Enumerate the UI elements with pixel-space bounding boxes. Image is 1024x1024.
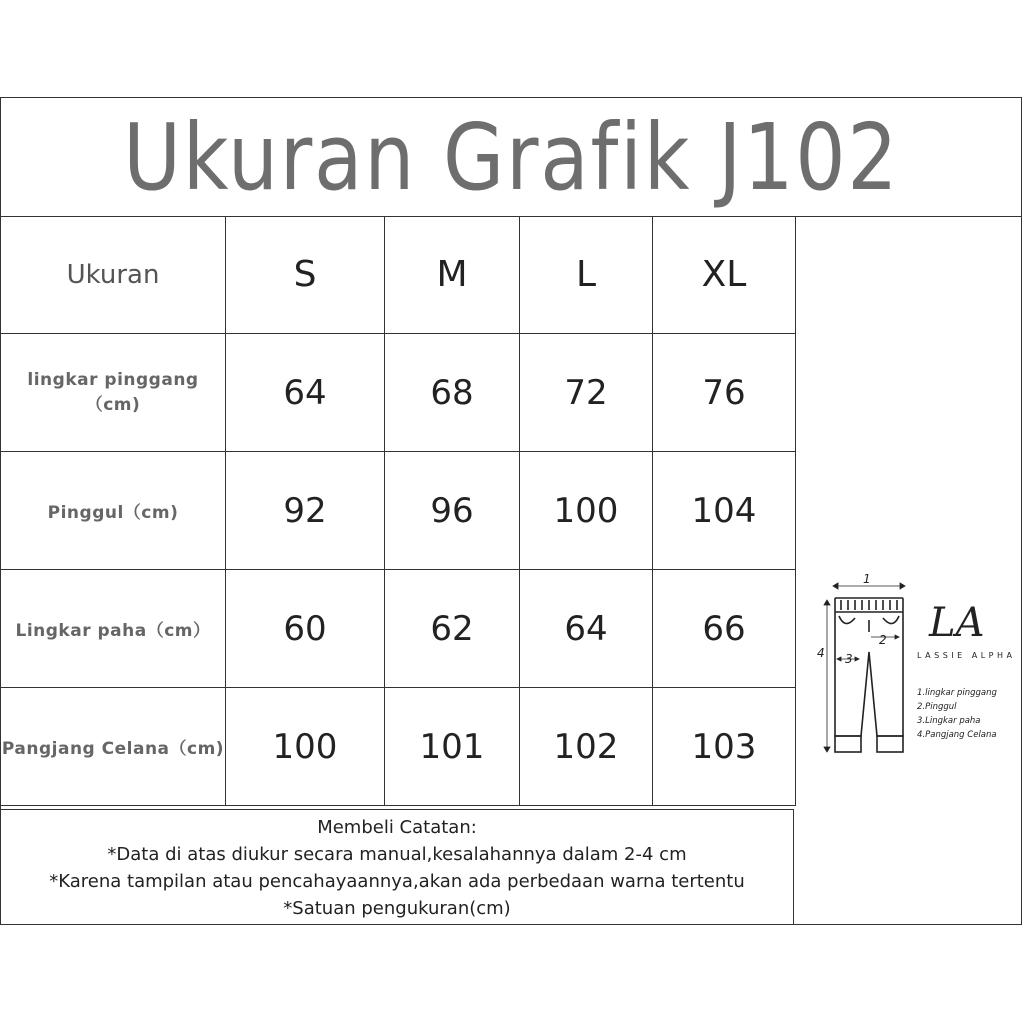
note-line: *Satuan pengukuran(cm) — [283, 897, 511, 919]
note-line: *Data di atas diukur secara manual,kesalahannya dalam 2-4 cm — [107, 843, 687, 865]
value-cell — [520, 688, 653, 806]
value: 68 — [430, 372, 474, 413]
brand-logo-mark: LA — [929, 600, 985, 646]
value: 96 — [430, 490, 474, 531]
value-cell — [653, 570, 796, 688]
size-cell — [385, 216, 520, 334]
table-header-row — [1, 216, 796, 334]
value-cell — [520, 452, 653, 570]
value: 100 — [553, 490, 619, 531]
value-cell — [385, 570, 520, 688]
value: 64 — [283, 372, 327, 413]
value-cell — [653, 334, 796, 452]
row-label-cell — [1, 452, 226, 570]
size-cell — [653, 216, 796, 334]
value: 72 — [564, 372, 608, 413]
marker-3: 3 — [845, 652, 853, 666]
notes-heading: Membeli Catatan: — [317, 816, 477, 838]
row-label: Pinggul（cm) — [47, 503, 179, 523]
row-label: lingkar pinggang（cm) — [27, 370, 199, 415]
size-s-label: S — [293, 254, 317, 295]
value: 62 — [430, 608, 474, 649]
value: 60 — [283, 608, 327, 649]
value-cell — [653, 452, 796, 570]
legend-item: 4.Pangjang Celana — [917, 730, 997, 740]
size-table — [1, 216, 796, 806]
value-cell — [226, 688, 385, 806]
measure-arrows — [824, 583, 905, 752]
marker-1: 1 — [863, 572, 871, 586]
diagram-panel — [795, 216, 1021, 925]
value: 64 — [564, 608, 608, 649]
pants-diagram — [795, 216, 1021, 925]
row-label: Lingkar paha（cm） — [15, 621, 211, 641]
value: 102 — [553, 726, 619, 767]
marker-4: 4 — [817, 646, 825, 660]
size-xl-label: XL — [701, 254, 747, 295]
value-cell — [385, 334, 520, 452]
value-cell — [385, 452, 520, 570]
legend-item: 1.lingkar pinggang — [917, 688, 997, 698]
value-cell — [520, 334, 653, 452]
size-l-label: L — [575, 254, 597, 295]
page-title: Ukuran Grafik J102 — [122, 103, 900, 211]
notes-section — [1, 809, 794, 925]
value: 103 — [691, 726, 757, 767]
row-label-cell — [1, 334, 226, 452]
value: 92 — [283, 490, 327, 531]
row-label-cell — [1, 688, 226, 806]
value: 104 — [691, 490, 757, 531]
header-label: Ukuran — [66, 259, 160, 290]
diagram-legend — [917, 686, 997, 742]
brand-name: LASSIE ALPHA — [917, 651, 1016, 660]
value: 100 — [272, 726, 338, 767]
pants-outline-icon — [835, 598, 903, 752]
table-row — [1, 334, 796, 452]
size-m-label: M — [436, 254, 468, 295]
table-row — [1, 452, 796, 570]
value-cell — [520, 570, 653, 688]
size-cell — [226, 216, 385, 334]
value-cell — [226, 334, 385, 452]
row-label: Pangjang Celana（cm) — [1, 739, 225, 759]
table-row — [1, 570, 796, 688]
title-row — [1, 98, 1021, 217]
value: 76 — [702, 372, 746, 413]
legend-item: 3.Lingkar paha — [917, 716, 981, 726]
size-cell — [520, 216, 653, 334]
marker-2: 2 — [879, 633, 887, 647]
note-line: *Karena tampilan atau pencahayaannya,akan ada perbedaan warna tertentu — [49, 870, 745, 892]
value: 101 — [419, 726, 485, 767]
size-chart-frame — [0, 97, 1022, 925]
header-label-cell — [1, 216, 226, 334]
legend-item: 2.Pinggul — [917, 702, 957, 712]
value: 66 — [702, 608, 746, 649]
value-cell — [226, 570, 385, 688]
value-cell — [385, 688, 520, 806]
value-cell — [653, 688, 796, 806]
row-label-cell — [1, 570, 226, 688]
brand-logo — [928, 600, 984, 646]
table-row — [1, 688, 796, 806]
value-cell — [226, 452, 385, 570]
